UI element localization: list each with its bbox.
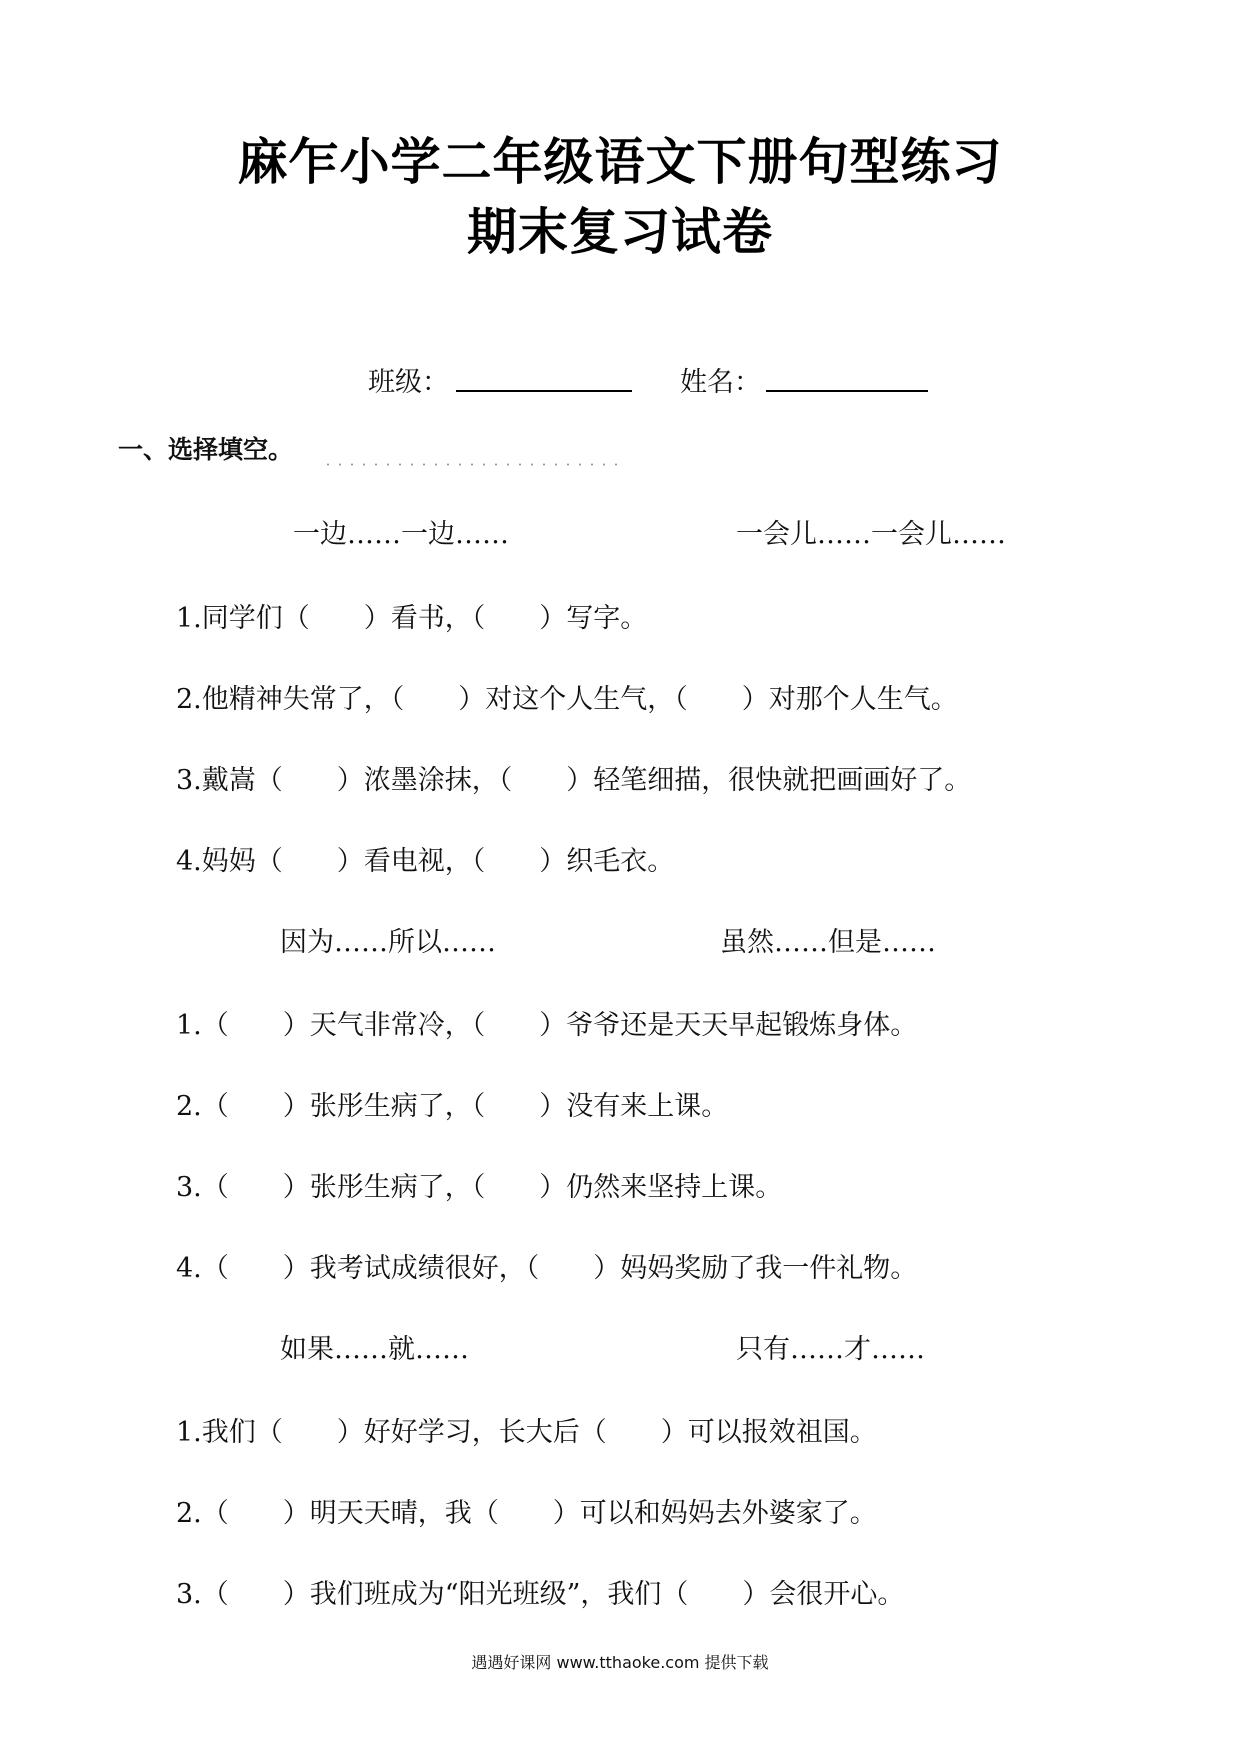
question-item: 1.同学们（ ）看书，（ ）写字。	[176, 603, 648, 634]
conjunction-pair-right: 虽然……但是……	[720, 927, 936, 958]
question-item: 1.我们（ ）好好学习，长大后（ ）可以报效祖国。	[176, 1417, 877, 1448]
class-blank-line[interactable]	[456, 390, 632, 392]
question-item: 1.（ ）天气非常冷，（ ）爷爷还是天天早起锻炼身体。	[176, 1010, 918, 1041]
name-blank-line[interactable]	[766, 390, 928, 392]
question-item: 3.（ ）我们班成为“阳光班级”，我们（ ）会很开心。	[176, 1579, 905, 1610]
conjunction-pair-right: 一会儿……一会儿……	[736, 519, 1006, 550]
question-item: 2.他精神失常了，（ ）对这个人生气，（ ）对那个人生气。	[176, 684, 958, 715]
conjunction-pair-left: 如果……就……	[280, 1334, 469, 1365]
page-title-line1: 麻乍小学二年级语文下册句型练习	[237, 133, 1003, 191]
page-title-line2: 期末复习试卷	[467, 203, 773, 261]
conjunction-pair-right: 只有……才……	[736, 1334, 925, 1365]
footer-credit: 遇遇好课网 www.tthaoke.com 提供下载	[471, 1653, 769, 1672]
conjunction-pair-left: 一边……一边……	[293, 519, 509, 550]
name-label: 姓名：	[680, 367, 761, 398]
class-label: 班级：	[368, 367, 449, 398]
question-item: 2.（ ）张彤生病了，（ ）没有来上课。	[176, 1091, 729, 1122]
question-item: 4.妈妈（ ）看电视，（ ）织毛衣。	[176, 846, 675, 877]
section-heading: 一、选择填空。	[118, 435, 294, 464]
dotted-rule	[322, 463, 622, 466]
question-item: 3.（ ）张彤生病了，（ ）仍然来坚持上课。	[176, 1172, 783, 1203]
question-item: 3.戴嵩（ ）浓墨涂抹，（ ）轻笔细描，很快就把画画好了。	[176, 765, 972, 796]
question-item: 4.（ ）我考试成绩很好，（ ）妈妈奖励了我一件礼物。	[176, 1253, 918, 1284]
question-item: 2.（ ）明天天晴，我（ ）可以和妈妈去外婆家了。	[176, 1498, 877, 1529]
conjunction-pair-left: 因为……所以……	[280, 927, 496, 958]
